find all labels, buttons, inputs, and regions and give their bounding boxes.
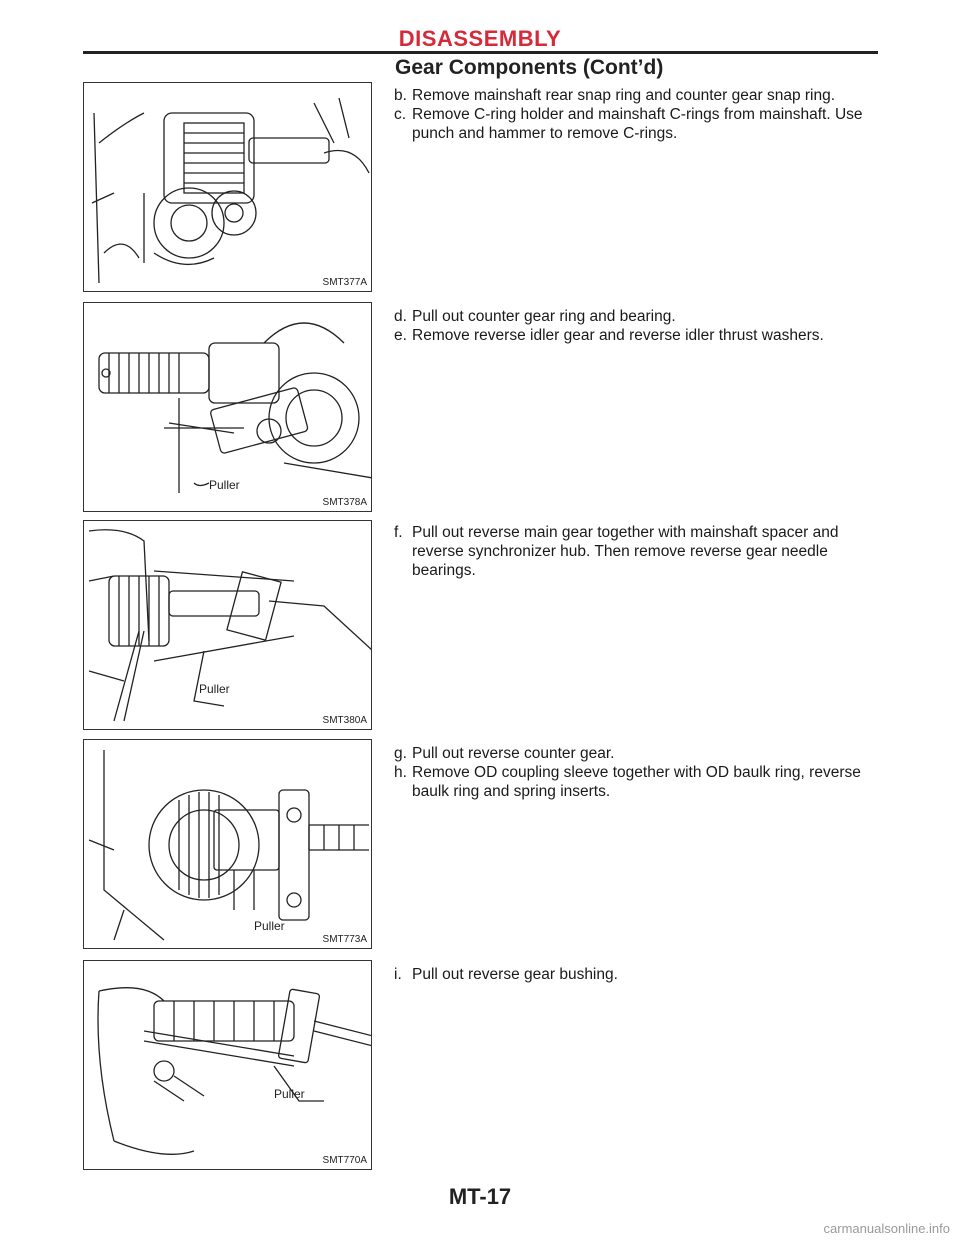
instruction-step bbox=[394, 105, 884, 143]
section-title-disassembly: DISASSEMBLY bbox=[398, 26, 562, 51]
figure-label: SMT773A bbox=[322, 934, 367, 945]
page-number: MT-17 bbox=[448, 1184, 512, 1209]
illustration-counter-gear-puller bbox=[84, 740, 372, 949]
instruction-group bbox=[394, 307, 884, 345]
step-letter: f. bbox=[394, 524, 403, 541]
step-letter: b. bbox=[394, 87, 407, 104]
callout-puller: Puller bbox=[199, 682, 230, 696]
illustration-snap-ring-pliers bbox=[84, 83, 372, 292]
callout-puller: Puller bbox=[209, 478, 240, 492]
header-divider bbox=[83, 51, 878, 54]
instruction-group bbox=[394, 744, 884, 801]
step-text: Remove OD coupling sleeve together with OD baulk ring, reverse baulk ring and spring inserts. bbox=[412, 764, 861, 800]
figure-reverse-counter-gear-puller bbox=[83, 739, 372, 949]
step-text: Remove mainshaft rear snap ring and counter gear snap ring. bbox=[412, 87, 836, 104]
subsection-title: Gear Components (Cont’d) bbox=[395, 56, 664, 79]
instruction-group bbox=[394, 86, 884, 143]
step-text: Pull out reverse counter gear. bbox=[412, 745, 615, 762]
step-text: Pull out reverse main gear together with mainshaft spacer and reverse synchronizer hub. Then remove reverse gear needle bearings. bbox=[412, 524, 839, 579]
illustration-reverse-gear-puller bbox=[84, 521, 372, 730]
figure-snap-ring-removal bbox=[83, 82, 372, 292]
figure-label: SMT380A bbox=[322, 715, 367, 726]
instruction-step bbox=[394, 965, 884, 984]
instruction-step bbox=[394, 744, 884, 763]
callout-puller: Puller bbox=[254, 919, 285, 933]
step-letter: e. bbox=[394, 327, 407, 344]
step-letter: i. bbox=[394, 966, 402, 983]
step-text: Pull out counter gear ring and bearing. bbox=[412, 308, 676, 325]
figure-reverse-gear-bushing-puller bbox=[83, 960, 372, 1170]
instruction-step bbox=[394, 523, 884, 580]
figure-counter-gear-puller bbox=[83, 302, 372, 512]
step-text: Remove C-ring holder and mainshaft C-rings from mainshaft. Use punch and hammer to remove C-rings. bbox=[412, 106, 863, 142]
instruction-group bbox=[394, 523, 884, 580]
figure-label: SMT378A bbox=[322, 497, 367, 508]
instruction-group bbox=[394, 965, 884, 984]
instruction-step bbox=[394, 326, 884, 345]
instruction-step bbox=[394, 86, 884, 105]
instruction-step bbox=[394, 763, 884, 801]
watermark: carmanualsonline.info bbox=[823, 1221, 950, 1236]
step-text: Remove reverse idler gear and reverse idler thrust washers. bbox=[412, 327, 824, 344]
callout-puller: Puller bbox=[274, 1087, 305, 1101]
step-letter: c. bbox=[394, 106, 407, 123]
step-letter: d. bbox=[394, 308, 407, 325]
step-letter: h. bbox=[394, 764, 407, 781]
illustration-gear-puller bbox=[84, 303, 372, 512]
figure-label: SMT377A bbox=[322, 277, 367, 288]
step-text: Pull out reverse gear bushing. bbox=[412, 966, 618, 983]
step-letter: g. bbox=[394, 745, 407, 762]
instruction-step bbox=[394, 307, 884, 326]
illustration-bushing-puller bbox=[84, 961, 372, 1170]
figure-label: SMT770A bbox=[322, 1155, 367, 1166]
figure-reverse-main-gear-puller bbox=[83, 520, 372, 730]
